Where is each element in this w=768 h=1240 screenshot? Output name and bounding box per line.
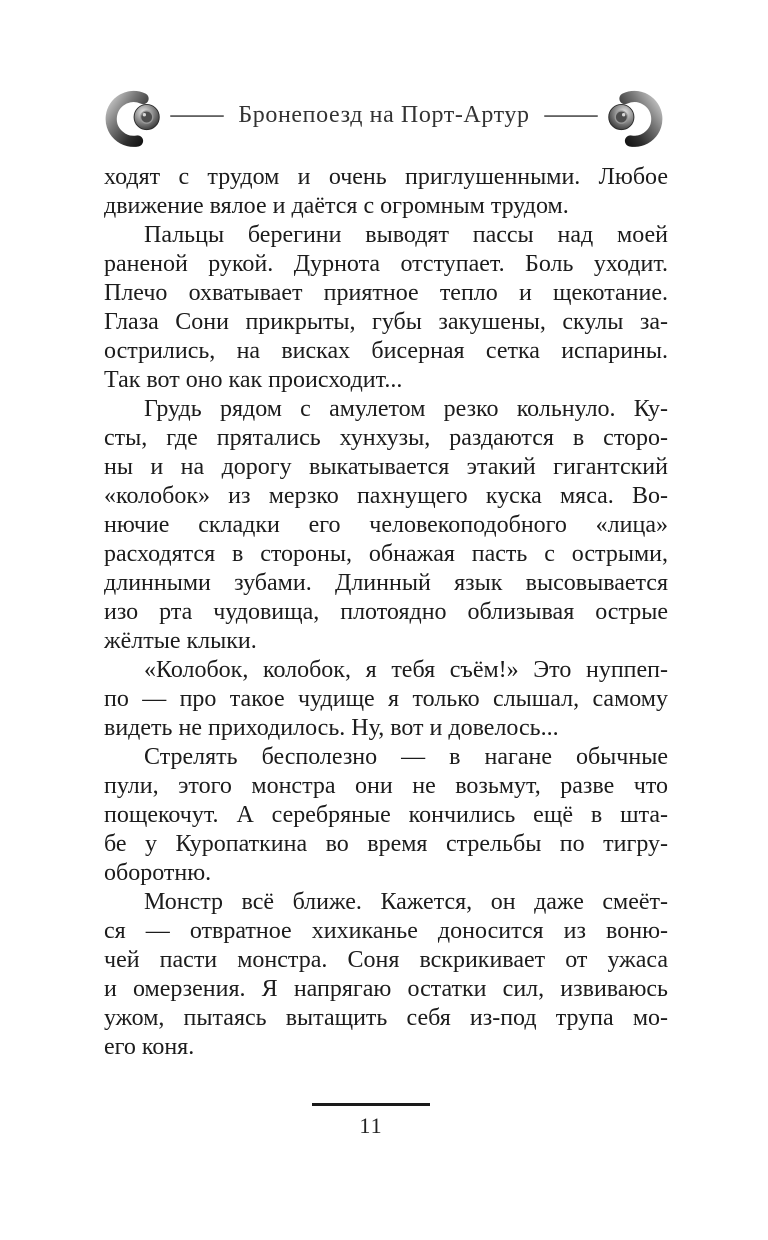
paragraph [104, 888, 668, 1062]
text-line: Пальцы берегини выводят пассы над моей [144, 222, 668, 248]
text-line: движение вялое и даётся с огромным трудом. [104, 193, 569, 219]
text-line: ны и на дорогу выкатывается этакий гигантский [104, 454, 668, 480]
text-line: Так вот оно как происходит... [104, 367, 403, 393]
text-line: Грудь рядом с амулетом резко кольнуло. Ку- [144, 396, 668, 422]
paragraph [104, 163, 668, 221]
text-line: его коня. [104, 1034, 195, 1060]
text-line: длинными зубами. Длинный язык высовывается [104, 570, 668, 596]
text-line: Глаза Сони прикрыты, губы закушены, скулы за- [104, 309, 668, 335]
text-line: по — про такое чудище я только слышал, самому [104, 686, 668, 712]
text-line: острились, на висках бисерная сетка испарины. [104, 338, 668, 364]
text-line: ся — отвратное хихиканье доносится из воню- [104, 918, 668, 944]
page-footer [312, 1103, 430, 1139]
text-line: «колобок» из мерзко пахнущего куска мяса. Во- [104, 483, 668, 509]
text-line: расходятся в стороны, обнажая пасть с острыми, [104, 541, 668, 567]
text-line: пощекочут. А серебряные кончились ещё в шта- [104, 802, 668, 828]
text-line: «Колобок, колобок, я тебя съём!» Это нуппеп- [144, 657, 668, 683]
text-line: и омерзения. Я напрягаю остатки сил, извиваюсь [104, 976, 668, 1002]
text-line: нючие складки его человекоподобного «лица» [104, 512, 668, 538]
header-rule-left [170, 115, 224, 117]
text-line: оборотню. [104, 860, 212, 886]
text-line: Плечо охватывает приятное тепло и щекотание. [104, 280, 668, 306]
text-line: бе у Куропаткина во время стрельбы по тигру- [104, 831, 668, 857]
chapter-ornament-icon [100, 85, 184, 151]
running-header [100, 84, 668, 152]
text-line: раненой рукой. Дурнота отступает. Боль уходит. [104, 251, 668, 277]
paragraph [104, 656, 668, 743]
text-line: ходят с трудом и очень приглушенными. Любое [104, 164, 668, 190]
footer-rule [312, 1103, 430, 1106]
paragraph [104, 395, 668, 656]
text-line: ужом, пытаясь вытащить себя из-под трупа мо- [104, 1005, 668, 1031]
page-number: 11 [359, 1113, 383, 1138]
chapter-ornament-mirrored-icon [584, 85, 668, 151]
text-line: сты, где прятались хунхузы, раздаются в сторо- [104, 425, 668, 451]
text-line: чей пасти монстра. Соня вскрикивает от ужаса [104, 947, 668, 973]
text-line: видеть не приходилось. Ну, вот и довелось... [104, 715, 559, 741]
paragraph [104, 221, 668, 395]
text-line: изо рта чудовища, плотоядно облизывая острые [104, 599, 668, 625]
text-line: Стрелять бесполезно — в нагане обычные [144, 744, 668, 770]
text-line: Монстр всё ближе. Кажется, он даже смеёт- [144, 889, 668, 915]
text-line: пули, этого монстра они не возьмут, разве что [104, 773, 668, 799]
text-block [104, 163, 668, 1062]
text-line: жёлтые клыки. [104, 628, 257, 654]
paragraph [104, 743, 668, 888]
running-title: Бронепоезд на Порт-Артур [238, 101, 530, 128]
